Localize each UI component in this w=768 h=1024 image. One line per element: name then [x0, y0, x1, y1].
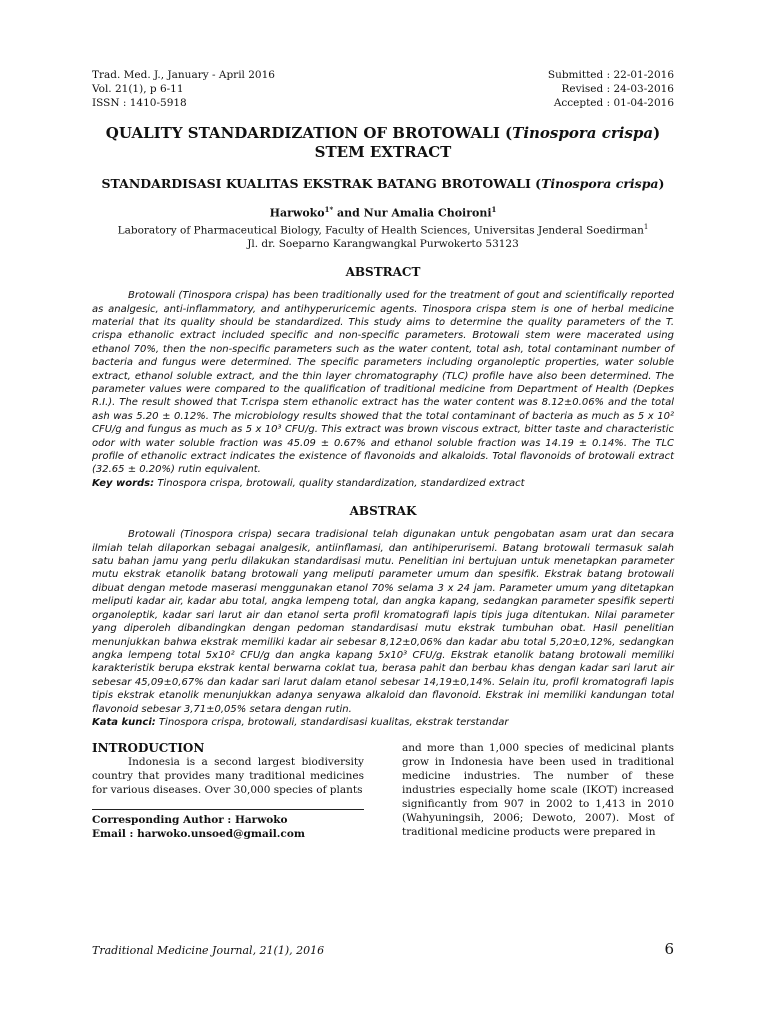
submission-dates [548, 68, 674, 110]
page-number: 6 [664, 940, 674, 958]
abstract-body: Brotowali (Tinospora crispa) has been traditionally used for the treatment of gout and scientifically reported as analgesic, anti-inflammatory, and antihyperuricemic agents. Tinospora crispa stem is one of herbal medicine material that its quality should be standardized. This study aims to determine the quality parameters of the T. crispa ethanolic extract included specific and non-specific parameters. Brotowali stem were macerated using ethanol 70%, then the non-specific parameters such as the water content, total ash, total contaminant number of bacteria and fungus were determined. The specific parameters including organoleptic properties, water soluble extract, ethanol soluble extract, and the thin layer chromatography (TLC) profile have also been determined. The parameter values were compared to the qualification of traditional medicine from Department of Health (Depkes R.I.). The result showed that T.crispa stem ethanolic extract has the water content was 8.12±0.06% and the total ash was 5.20 ± 0.12%. The microbiology results showed that the total contaminant of bacteria as much as 5 x 10² CFU/g and fungus as much as 5 x 10³ CFU/g. This extract was brown viscous extract, bitter taste and characteristic odor with water soluble fraction was 45.09 ± 0.67% and ethanol soluble fraction was 14.19 ± 0.14%. The TLC profile of ethanolic extract indicates the existence of flavonoids and alkaloids. Total flavonoids of brotowali extract (32.65 ± 0.20%) rutin equivalent. [92, 290, 674, 476]
introduction-heading: INTRODUCTION [92, 741, 205, 756]
right-column [402, 741, 674, 841]
title-species: Tinospora crispa [512, 124, 654, 142]
address: Jl. dr. Soeparno Karangwangkal Purwokerto 53123 [247, 238, 519, 251]
intro-paragraph-right: and more than 1,000 species of medicinal plants grow in Indonesia have been used in traditional medicine industries. The number of these industries especially home scale (IKOT) increased significantly from 907 in 2002 to 1,413 in 2010 (Wahyuningsih, 2006; Dewoto, 2007). Most of traditional medicine products were prepared in [402, 742, 674, 839]
body-columns [92, 741, 674, 841]
author-email: Email : harwoko.unsoed@gmail.com [92, 828, 305, 841]
paper-subtitle: STANDARDISASI KUALITAS EKSTRAK BATANG BROTOWALI (Tinospora crispa) [101, 176, 665, 191]
abstrak-heading: ABSTRAK [349, 504, 417, 519]
subtitle-species: Tinospora crispa [541, 176, 659, 191]
intro-paragraph-left: Indonesia is a second largest biodiversity country that provides many traditional medicines for various diseases. Over 30,000 species of plants [92, 756, 364, 797]
correspondence [92, 809, 364, 841]
accepted-date: Accepted : 01-04-2016 [553, 97, 674, 109]
journal-info [92, 68, 275, 110]
footer-journal: Traditional Medicine Journal, 21(1), 2016 [92, 944, 325, 957]
journal-volume: Vol. 21(1), p 6-11 [92, 83, 184, 95]
author-list: Harwoko$^{1*}$ and Nur Amalia Choironi$^1$ [269, 205, 497, 220]
page-header [92, 68, 674, 110]
revised-date: Revised : 24-03-2016 [561, 83, 674, 95]
left-column [92, 741, 364, 841]
corresponding-author: Corresponding Author : Harwoko [92, 814, 288, 827]
abstract-heading: ABSTRACT [345, 265, 421, 280]
journal-issn: ISSN : 1410-5918 [92, 97, 187, 109]
abstrak-body: Brotowali (Tinospora crispa) secara tradisional telah digunakan untuk pengobatan asam urat dan secara ilmiah telah dilaporkan sebagai analgesik, antiinflamasi, dan antihiperurisemi. Batang brotowali termasuk salah satu bahan jamu yang perlu dilakukan standardisasi mutu. Penelitian ini bertujuan untuk menetapkan parameter mutu ekstrak etanolik batang brotowali yang meliputi parameter umum dan spesifik. Ekstrak batang brotowali dibuat dengan metode maserasi menggunakan etanol 70% selama 3 x 24 jam. Parameter umum yang ditetapkan meliputi kadar air, kadar abu total, angka lempeng total, dan angka kapang, sedangkan parameter spesifik seperti organoleptik, kadar sari larut air dan etanol serta profil kromatografi lapis tipis juga ditentukan. Nilai parameter yang diperoleh dibandingkan dengan pedoman standardisasi mutu ekstrak tumbuhan obat. Hasil penelitian menunjukkan bahwa ekstrak memiliki kadar air sebesar 8,12±0,06% dan kadar abu total 5,20±0,12%, sedangkan angka lempeng total 5x10² CFU/g dan angka kapang 5x10³ CFU/g. Ekstrak etanolik batang brotowali memiliki karakteristik berupa ekstrak kental berwarna coklat tua, berasa pahit dan berbau khas dengan kadar sari larut air sebesar 45,09±0,67% dan kadar sari larut dalam etanol sebesar 14,19±0,14%. Selain itu, profil kromatografi lapis tipis ekstrak etanolik menunjukkan adanya senyawa alkaloid dan flavonoid. Ekstrak ini memiliki kandungan total flavonoid sebesar 3,71±0,05% setara dengan rutin. [92, 529, 674, 715]
paper-title: QUALITY STANDARDIZATION OF BROTOWALI (Tinospora crispa) STEM EXTRACT [105, 124, 661, 161]
page-footer [92, 940, 674, 958]
kata-kunci: Kata kunci: Tinospora crispa, brotowali, standardisasi kualitas, ekstrak terstandar [92, 716, 509, 728]
journal-citation: Trad. Med. J., January - April 2016 [92, 69, 275, 81]
affiliation: Laboratory of Pharmaceutical Biology, Faculty of Health Sciences, Universitas Jenderal Soedirman$^1$ Jl. dr. Soeparno Karangwangkal Purwokerto 53123 [92, 220, 674, 252]
paper-page [92, 68, 674, 841]
keywords: Key words: Tinospora crispa, brotowali, quality standardization, standardized extract [92, 477, 525, 489]
submitted-date: Submitted : 22-01-2016 [547, 69, 674, 81]
